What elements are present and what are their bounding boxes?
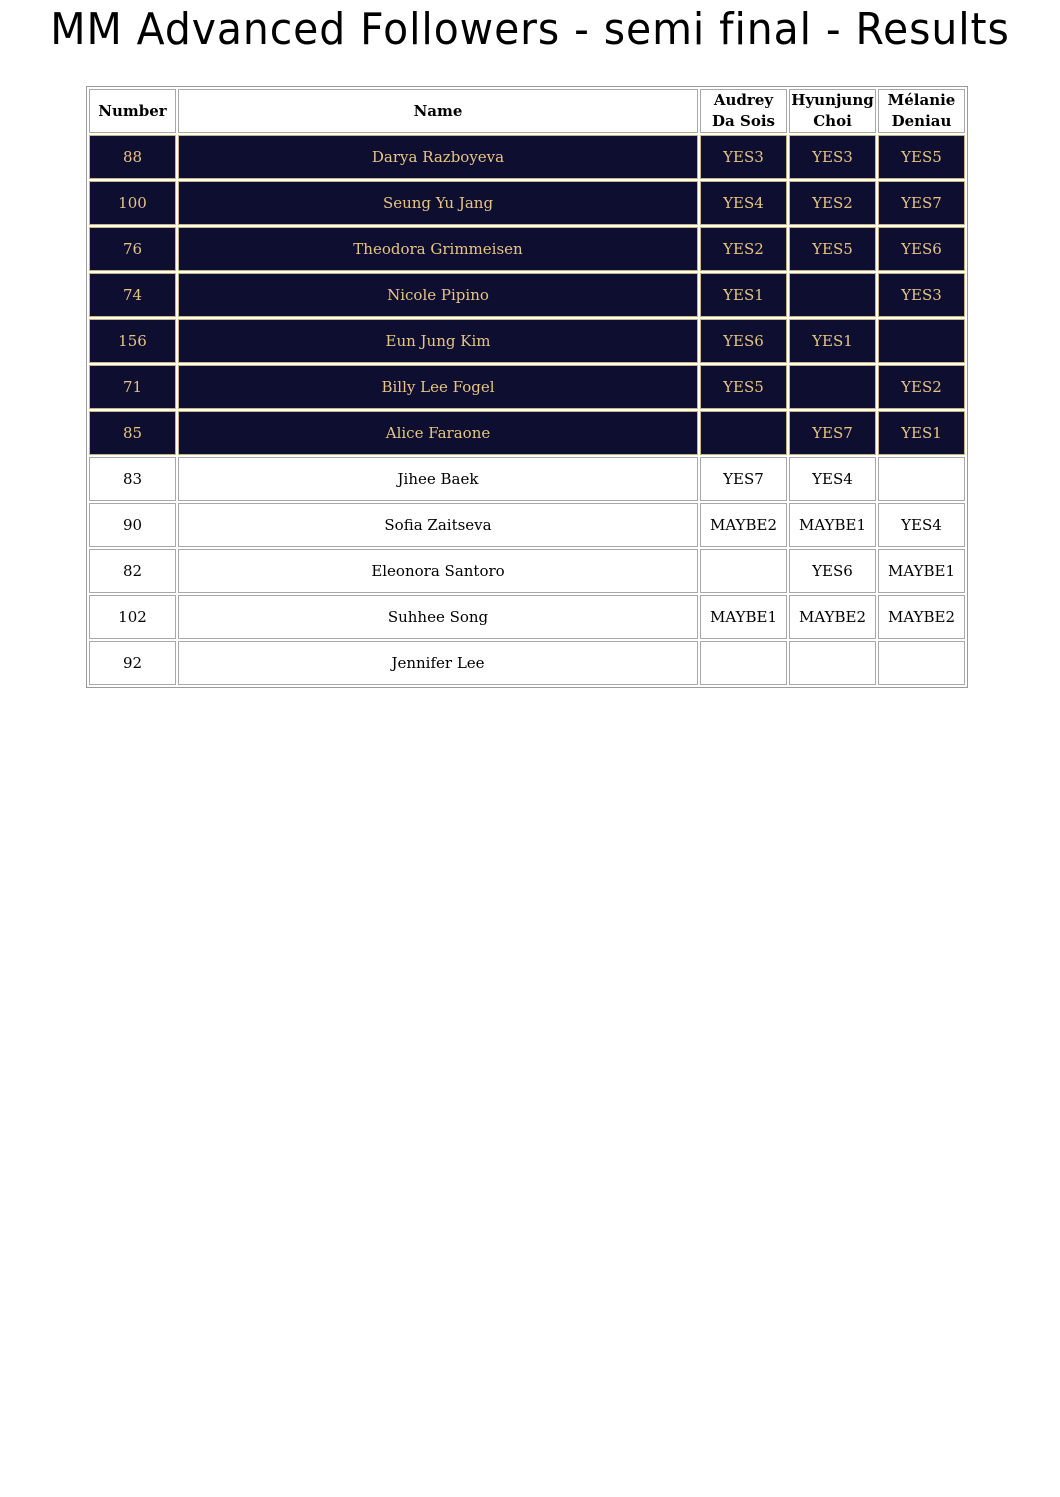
column-header-judge-audrey: Audrey Da Sois (700, 89, 787, 133)
competitor-name: Jihee Baek (178, 457, 698, 501)
table-row (89, 181, 965, 225)
judge-audrey-score (700, 641, 787, 685)
judge-hyunjung-score: YES7 (789, 411, 876, 455)
judge-melanie-score: MAYBE2 (878, 595, 965, 639)
judge-melanie-score: YES2 (878, 365, 965, 409)
judge-audrey-score (700, 549, 787, 593)
table-row (89, 319, 965, 363)
judge-hyunjung-score (789, 273, 876, 317)
results-body (89, 135, 965, 685)
competitor-name: Alice Faraone (178, 411, 698, 455)
competitor-name: Seung Yu Jang (178, 181, 698, 225)
column-header-number: Number (89, 89, 176, 133)
judge-hyunjung-score: YES5 (789, 227, 876, 271)
competitor-name: Theodora Grimmeisen (178, 227, 698, 271)
judge-audrey-score: YES4 (700, 181, 787, 225)
competitor-number: 90 (89, 503, 176, 547)
page-title: MM Advanced Followers - semi final - Results (50, 4, 1010, 55)
judge-hyunjung-score: YES4 (789, 457, 876, 501)
competitor-name: Eun Jung Kim (178, 319, 698, 363)
judge-audrey-score: YES3 (700, 135, 787, 179)
competitor-number: 76 (89, 227, 176, 271)
judge-audrey-score: YES7 (700, 457, 787, 501)
competitor-name: Nicole Pipino (178, 273, 698, 317)
judge-hyunjung-score: YES2 (789, 181, 876, 225)
table-row (89, 411, 965, 455)
table-row (89, 503, 965, 547)
results-table (86, 86, 968, 688)
competitor-number: 156 (89, 319, 176, 363)
competitor-number: 102 (89, 595, 176, 639)
competitor-name: Billy Lee Fogel (178, 365, 698, 409)
judge-melanie-score (878, 641, 965, 685)
header-row (89, 89, 965, 133)
column-header-judge-hyunjung: Hyunjung Choi (789, 89, 876, 133)
judge-melanie-score (878, 319, 965, 363)
column-header-name: Name (178, 89, 698, 133)
competitor-name: Eleonora Santoro (178, 549, 698, 593)
judge-melanie-score: YES4 (878, 503, 965, 547)
judge-audrey-score (700, 411, 787, 455)
judge-hyunjung-score: YES6 (789, 549, 876, 593)
column-header-judge-melanie: Mélanie Deniau (878, 89, 965, 133)
competitor-name: Darya Razboyeva (178, 135, 698, 179)
judge-audrey-score: MAYBE2 (700, 503, 787, 547)
judge-melanie-score: YES6 (878, 227, 965, 271)
table-row (89, 595, 965, 639)
competitor-number: 100 (89, 181, 176, 225)
judge-hyunjung-score: YES1 (789, 319, 876, 363)
judge-hyunjung-score: YES3 (789, 135, 876, 179)
competitor-number: 85 (89, 411, 176, 455)
judge-melanie-score: MAYBE1 (878, 549, 965, 593)
judge-hyunjung-score: MAYBE2 (789, 595, 876, 639)
judge-melanie-score: YES3 (878, 273, 965, 317)
competitor-number: 71 (89, 365, 176, 409)
judge-audrey-score: YES6 (700, 319, 787, 363)
judge-melanie-score (878, 457, 965, 501)
competitor-name: Sofia Zaitseva (178, 503, 698, 547)
competitor-number: 82 (89, 549, 176, 593)
judge-audrey-score: YES2 (700, 227, 787, 271)
judge-melanie-score: YES5 (878, 135, 965, 179)
competitor-number: 88 (89, 135, 176, 179)
judge-audrey-score: YES5 (700, 365, 787, 409)
judge-hyunjung-score: MAYBE1 (789, 503, 876, 547)
table-row (89, 365, 965, 409)
table-row (89, 135, 965, 179)
competitor-number: 92 (89, 641, 176, 685)
judge-audrey-score: MAYBE1 (700, 595, 787, 639)
table-row (89, 227, 965, 271)
competitor-name: Suhhee Song (178, 595, 698, 639)
judge-melanie-score: YES1 (878, 411, 965, 455)
judge-melanie-score: YES7 (878, 181, 965, 225)
table-row (89, 457, 965, 501)
competitor-number: 83 (89, 457, 176, 501)
competitor-number: 74 (89, 273, 176, 317)
competitor-name: Jennifer Lee (178, 641, 698, 685)
table-row (89, 549, 965, 593)
judge-hyunjung-score (789, 365, 876, 409)
table-row (89, 273, 965, 317)
judge-audrey-score: YES1 (700, 273, 787, 317)
judge-hyunjung-score (789, 641, 876, 685)
table-row (89, 641, 965, 685)
